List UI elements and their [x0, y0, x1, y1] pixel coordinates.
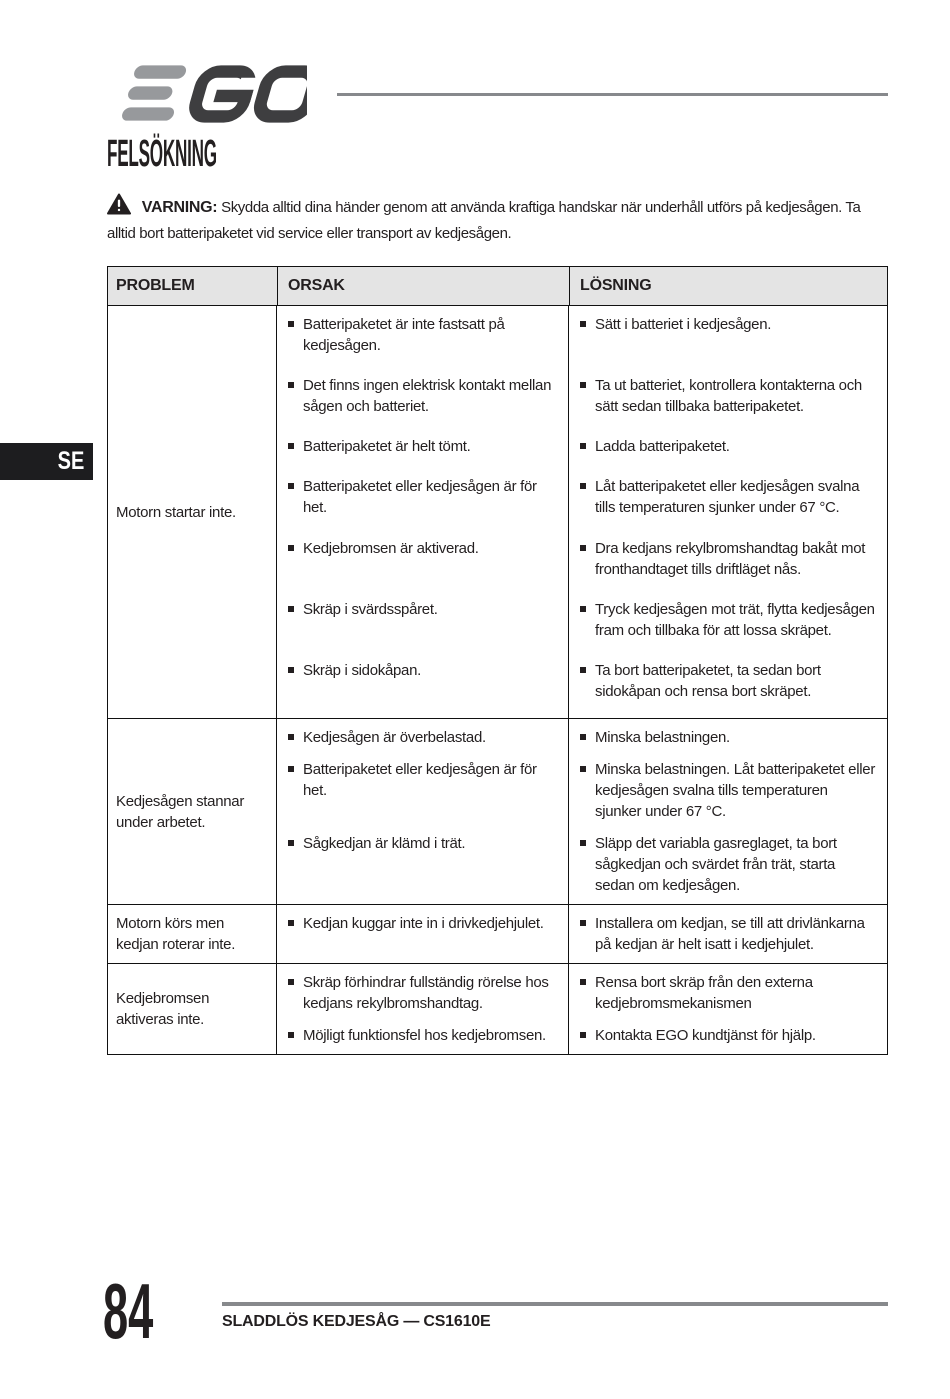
solution-text: Sätt i batteriet i kedjesågen.: [595, 316, 772, 333]
cause-item: [277, 370, 569, 431]
table-row: [108, 306, 887, 718]
bullet-square-icon: [288, 321, 294, 327]
cause-item: [277, 1020, 569, 1054]
solution-item: [569, 471, 887, 532]
bullet-square-icon: [288, 734, 294, 740]
bullet-square-icon: [288, 667, 294, 673]
problem-text: Kedjebromsen aktiveras inte.: [116, 990, 210, 1028]
cause-item: [277, 655, 569, 718]
cause-text: Kedjesågen är överbelastad.: [303, 729, 486, 746]
bullet-square-icon: [288, 545, 294, 551]
solution-item: [569, 754, 887, 828]
bullet-square-icon: [288, 1032, 294, 1038]
warning-label: VARNING:: [141, 199, 218, 216]
bullet-square-icon: [288, 382, 294, 388]
warning-paragraph: [107, 193, 888, 247]
cause-item: [277, 533, 569, 594]
cause-text: Skräp förhindrar fullständig rörelse hos kedjans rekylbromshandtag.: [303, 974, 549, 1012]
bullet-square-icon: [580, 321, 586, 327]
solution-item: [569, 431, 887, 471]
cause-text: Batteripaketet är inte fastsatt på kedjesågen.: [303, 316, 505, 354]
troubleshooting-table: [107, 266, 888, 1055]
page-number: 84: [103, 1267, 154, 1355]
cause-text: Batteripaketet eller kedjesågen är för het.: [303, 478, 537, 517]
table-body: [108, 306, 887, 1054]
cause-item: [277, 306, 569, 370]
bullet-square-icon: [580, 766, 586, 772]
solution-text: Rensa bort skräp från den externa kedjebromsmekanismen: [595, 974, 813, 1012]
solution-item: [569, 964, 887, 1020]
cause-text: Kedjan kuggar inte in i drivkedjehjulet.: [303, 915, 544, 932]
column-header-losning: LÖSNING: [569, 267, 887, 305]
cause-item: [277, 719, 569, 754]
problem-text: Motorn körs men kedjan roterar inte.: [116, 915, 236, 953]
solution-item: [569, 905, 887, 963]
cause-item: [277, 471, 569, 532]
solution-item: [569, 306, 887, 370]
table-header-row: [108, 267, 887, 306]
page-title: FELSÖKNING: [107, 133, 217, 175]
cause-item: [277, 594, 569, 655]
bullet-square-icon: [580, 920, 586, 926]
bullet-square-icon: [288, 979, 294, 985]
solution-text: Kontakta EGO kundtjänst för hjälp.: [595, 1027, 816, 1044]
bullet-square-icon: [580, 483, 586, 489]
language-tab: [0, 443, 93, 480]
solution-text: Tryck kedjesågen mot trät, flytta kedjesågen fram och tillbaka för att lossa skräpet.: [595, 600, 875, 639]
column-header-orsak: ORSAK: [277, 267, 569, 305]
bullet-square-icon: [580, 840, 586, 846]
solution-item: [569, 719, 887, 754]
bullet-square-icon: [288, 840, 294, 846]
solution-text: Ta bort batteripaketet, ta sedan bort sidokåpan och rensa bort skräpet.: [595, 661, 821, 700]
header-logo-row: [107, 63, 888, 125]
bullet-square-icon: [288, 483, 294, 489]
solution-item: [569, 533, 887, 594]
cause-item: [277, 828, 569, 904]
cause-text: Skräp i svärdsspåret.: [303, 600, 438, 618]
solution-item: [569, 594, 887, 655]
warning-triangle-icon: [107, 193, 131, 215]
solution-text: Ladda batteripaketet.: [595, 438, 730, 456]
solution-text: Minska belastningen.: [595, 729, 730, 746]
problem-text: Motorn startar inte.: [116, 503, 236, 521]
bullet-square-icon: [580, 382, 586, 388]
solution-item: [569, 1020, 887, 1054]
problem-cell: [108, 306, 277, 718]
solution-item: [569, 655, 887, 718]
cause-text: Kedjebromsen är aktiverad.: [303, 539, 479, 557]
problem-cell: [108, 719, 277, 904]
solution-item: [569, 828, 887, 904]
problem-cell: [108, 964, 277, 1054]
solution-text: Släpp det variabla gasreglaget, ta bort sågkedjan och svärdet från trät, starta sedan om kedjesågen.: [595, 835, 837, 894]
cause-item: [277, 964, 569, 1020]
problem-cell: [108, 905, 277, 963]
solution-text: Installera om kedjan, se till att drivlänkarna på kedjan är helt isatt i kedjehjulet.: [595, 915, 865, 953]
solution-text: Låt batteripaketet eller kedjesågen svalna tills temperaturen sjunker under 67 °C.: [595, 478, 860, 517]
cause-text: Möjligt funktionsfel hos kedjebromsen.: [303, 1027, 546, 1044]
page-content: [107, 0, 888, 262]
problem-text: Kedjesågen stannar under arbetet.: [116, 792, 245, 831]
bullet-square-icon: [580, 606, 586, 612]
cause-item: [277, 431, 569, 471]
bullet-square-icon: [288, 766, 294, 772]
table-row: [108, 904, 887, 963]
column-header-problem: PROBLEM: [116, 277, 195, 294]
table-row: [108, 963, 887, 1054]
bullet-square-icon: [580, 667, 586, 673]
solution-text: Ta ut batteriet, kontrollera kontakterna och sätt sedan tillbaka batteripaketet.: [595, 377, 862, 416]
bullet-square-icon: [580, 979, 586, 985]
bullet-square-icon: [580, 1032, 586, 1038]
solution-text: Dra kedjans rekylbromshandtag bakåt mot fronthandtaget tills driftläget nås.: [595, 539, 866, 578]
warning-text: Skydda alltid dina händer genom att använda kraftiga handskar när underhåll utförs på kedjesågen. Ta alltid bort batteripaketet vid service eller transport av kedjesågen.: [107, 199, 861, 242]
cause-item: [277, 754, 569, 828]
header-rule: [337, 93, 888, 96]
table-row: [108, 718, 887, 904]
cause-text: Batteripaketet eller kedjesågen är för het.: [303, 761, 537, 799]
solution-text: Minska belastningen. Låt batteripaketet eller kedjesågen svalna tills temperaturen sjunker under 67 °C.: [595, 761, 876, 820]
solution-item: [569, 370, 887, 431]
bullet-square-icon: [288, 443, 294, 449]
footer-rule: [222, 1302, 888, 1306]
cause-text: Sågkedjan är klämd i trät.: [303, 835, 466, 852]
footer-product-label: SLADDLÖS KEDJESÅG — CS1610E: [222, 1313, 491, 1330]
cause-text: Batteripaketet är helt tömt.: [303, 438, 471, 456]
bullet-square-icon: [580, 443, 586, 449]
bullet-square-icon: [580, 734, 586, 740]
bullet-square-icon: [288, 606, 294, 612]
cause-text: Skräp i sidokåpan.: [303, 661, 422, 679]
cause-item: [277, 905, 569, 963]
ego-logo-icon: [107, 64, 307, 124]
language-tab-label: SE: [57, 447, 84, 475]
cause-text: Det finns ingen elektrisk kontakt mellan sågen och batteriet.: [303, 377, 552, 416]
bullet-square-icon: [288, 920, 294, 926]
bullet-square-icon: [580, 545, 586, 551]
